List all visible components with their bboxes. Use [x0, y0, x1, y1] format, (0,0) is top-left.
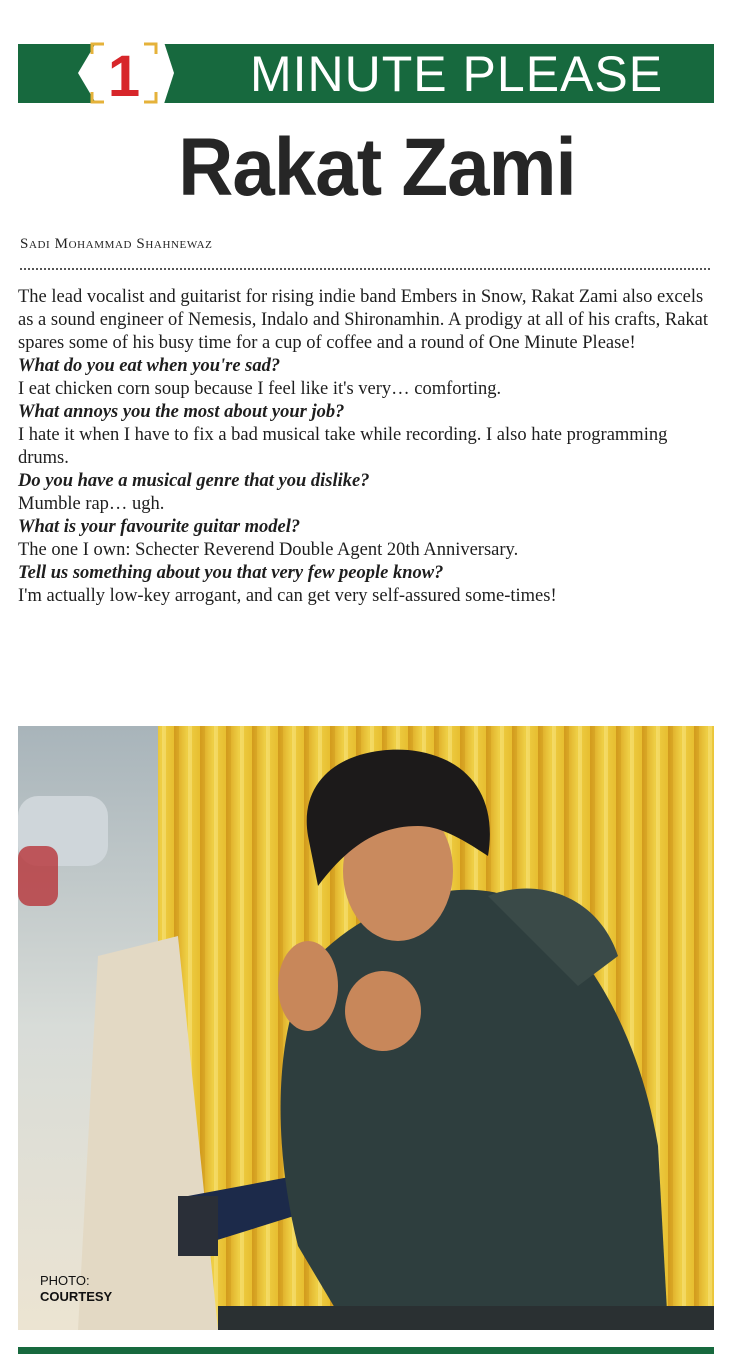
photo-credit [40, 1273, 112, 1305]
question: What do you eat when you're sad? [18, 356, 281, 376]
article-body [18, 286, 718, 608]
byline: Sadi Mohammad Shahnewaz [20, 236, 213, 252]
question: Tell us something about you that very few people know? [18, 563, 444, 583]
question: Do you have a musical genre that you dislike? [18, 471, 370, 491]
dotted-divider [20, 268, 710, 270]
answer: Mumble rap… ugh. [18, 494, 165, 514]
section-title: MINUTE PLEASE [250, 46, 664, 102]
answer: I'm actually low-key arrogant, and can get very self-assured some-times! [18, 586, 557, 606]
portrait-photo [18, 726, 714, 1330]
photo-credit-value: COURTESY [40, 1289, 113, 1304]
question: What is your favourite guitar model? [18, 517, 301, 537]
answer: The one I own: Schecter Reverend Double Agent 20th Anniversary. [18, 540, 519, 560]
article-headline: Rakat Zami [178, 122, 576, 213]
intro-paragraph: The lead vocalist and guitarist for rising indie band Embers in Snow, Rakat Zami also excels as a sound engineer of Nemesis, Indalo and Shironamhin. A prodigy at all of his crafts, Rakat spares some of his busy time for a cup of coffee and a round of One Minute Please! [18, 287, 709, 353]
bottom-rule [18, 1347, 714, 1354]
badge-number: 1 [107, 44, 141, 109]
answer: I hate it when I have to fix a bad musical take while recording. I also hate programming drums. [18, 425, 668, 468]
question: What annoys you the most about your job? [18, 402, 345, 422]
photo-credit-label: PHOTO: [40, 1273, 90, 1288]
answer: I eat chicken corn soup because I feel like it's very… comforting. [18, 379, 502, 399]
portrait-illustration [18, 726, 714, 1330]
number-badge [70, 30, 178, 116]
